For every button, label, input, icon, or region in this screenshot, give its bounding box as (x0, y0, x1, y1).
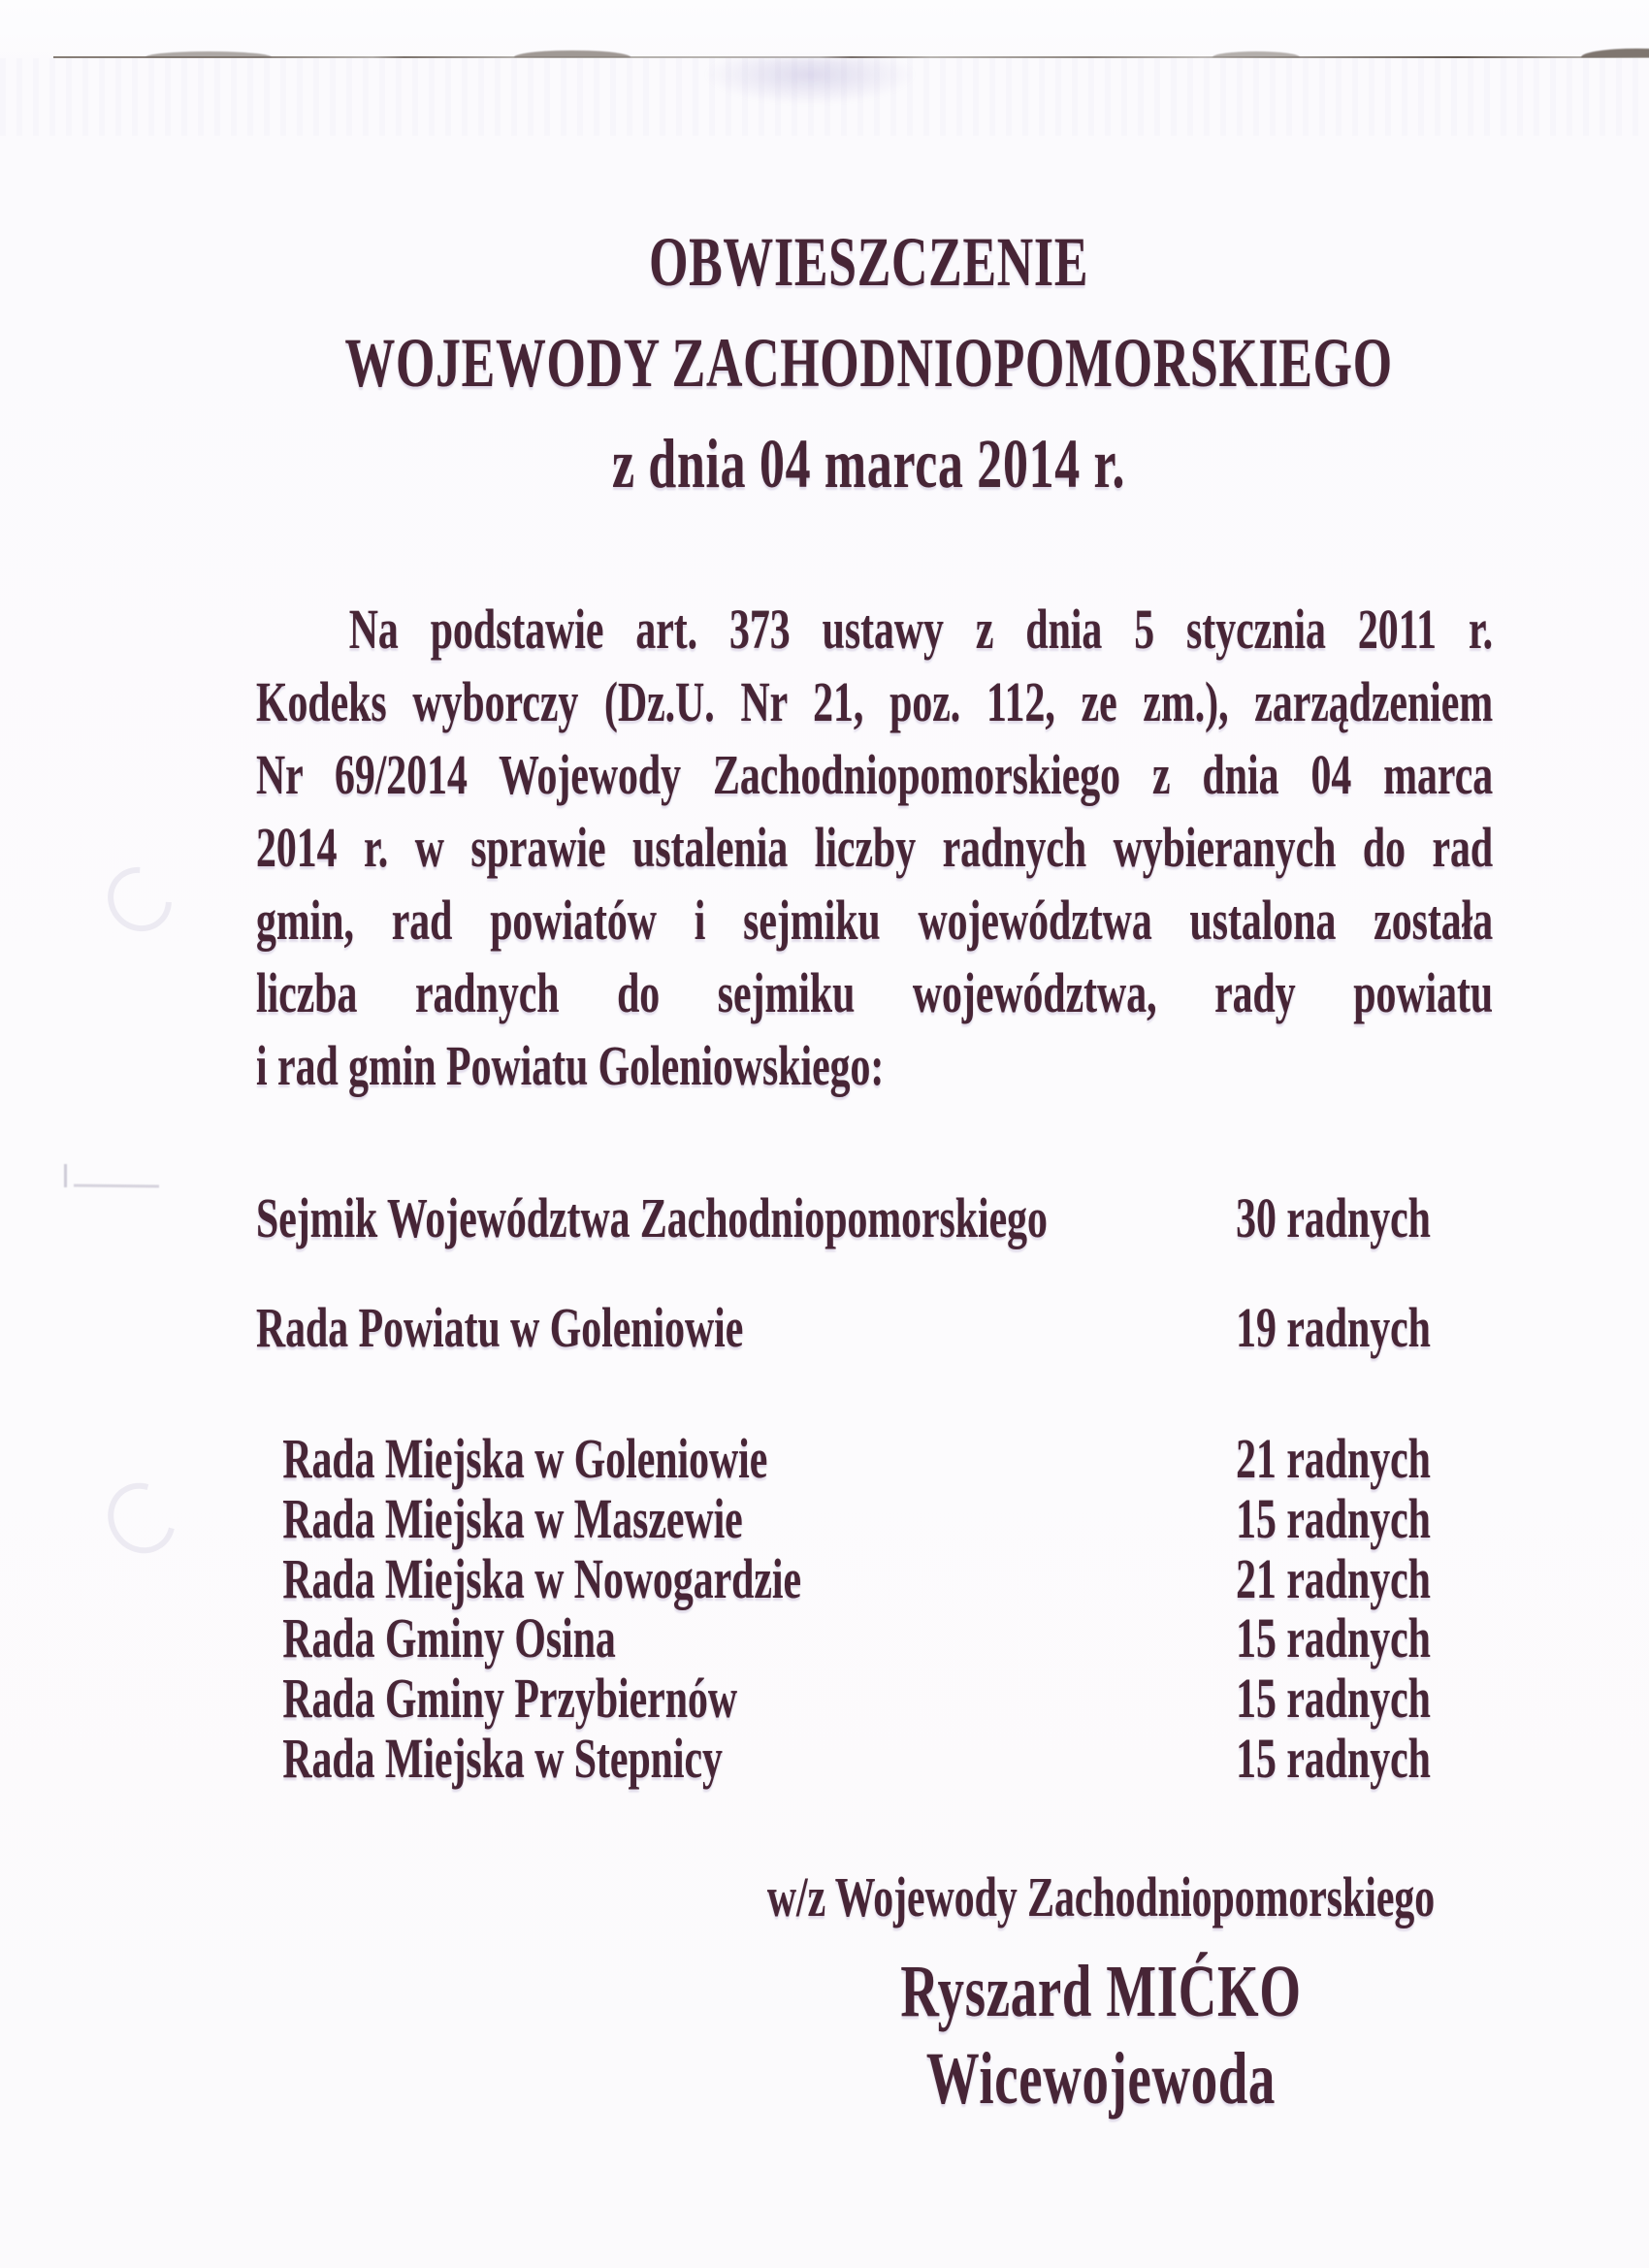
document-title-block (184, 211, 1553, 514)
allocation-row-maszewo (256, 1489, 1526, 1549)
paragraph-line: gmin, rad powiatów i sejmiku województwa ustalona została (256, 889, 1494, 952)
council-name: Rada Miejska w Maszewie (282, 1487, 743, 1550)
allocation-row-przybiernow (256, 1669, 1526, 1729)
council-name: Rada Powiatu w Goleniowie (256, 1296, 744, 1359)
allocation-row-nowogard (256, 1549, 1526, 1609)
council-name: Sejmik Województwa Zachodniopomorskiego (256, 1186, 1048, 1249)
paragraph-line: Kodeks wyborczy (Dz.U. Nr 21, poz. 112, ze zm.), zarządzeniem (256, 670, 1494, 733)
allocation-row-osina (256, 1608, 1526, 1669)
paragraph-line: Na podstawie art. 373 ustawy z dnia 5 stycznia 2011 r. (348, 598, 1494, 661)
council-name: Rada Miejska w Goleniowie (282, 1427, 768, 1490)
legal-basis-paragraph (256, 593, 1493, 1102)
seat-count: 15 radnych (1236, 1667, 1431, 1730)
scan-line-bump (514, 50, 630, 57)
paragraph-line: 2014 r. w sprawie ustalenia liczby radnych wybieranych do rad (256, 816, 1494, 879)
seat-count: 15 radnych (1236, 1606, 1431, 1669)
paragraph-line: i rad gmin Powiatu Goleniowskiego: (256, 1034, 885, 1097)
scan-line-bump (1212, 51, 1300, 57)
seat-count: 19 radnych (1236, 1296, 1431, 1359)
margin-dash-artifact (74, 1184, 159, 1188)
allocation-row-goleniow (256, 1429, 1526, 1489)
scan-line-bump (1581, 49, 1649, 57)
council-name: Rada Miejska w Nowogardzie (282, 1547, 802, 1610)
council-name: Rada Gminy Osina (282, 1606, 616, 1669)
signature-block (612, 1861, 1590, 2122)
seat-count: 21 radnych (1236, 1427, 1431, 1490)
hole-punch-mark-top (94, 854, 184, 944)
paragraph-line: Nr 69/2014 Wojewody Zachodniopomorskiego z dnia 04 marca (256, 743, 1494, 806)
hole-punch-mark-bottom (95, 1471, 188, 1566)
signature-on-behalf: w/z Wojewody Zachodniopomorskiego (766, 1865, 1436, 1928)
title-line-obwieszczenie: OBWIESZCZENIE (649, 223, 1089, 301)
signature-name: Ryszard MIĆKO (900, 1951, 1302, 2032)
title-line-wojewody: WOJEWODY ZACHODNIOPOMORSKIEGO (344, 324, 1393, 402)
council-name: Rada Miejska w Stepnicy (282, 1727, 723, 1790)
seat-count: 15 radnych (1236, 1727, 1431, 1790)
allocation-row-stepnica (256, 1729, 1526, 1789)
allocation-row-rada-powiatu (256, 1298, 1500, 1358)
margin-tick-artifact (64, 1164, 67, 1187)
seat-count: 30 radnych (1236, 1186, 1431, 1249)
paragraph-line: liczba radnych do sejmiku województwa, rady powiatu (256, 961, 1494, 1024)
signature-role: Wicewojewoda (925, 2038, 1277, 2120)
scan-line-bump (146, 51, 272, 57)
title-line-date: z dnia 04 marca 2014 r. (612, 425, 1126, 502)
scan-noise-patch (703, 58, 917, 105)
seat-count: 21 radnych (1236, 1547, 1431, 1610)
council-name: Rada Gminy Przybiernów (282, 1667, 737, 1730)
seat-count: 15 radnych (1236, 1487, 1431, 1550)
allocation-row-sejmik (256, 1188, 1500, 1248)
